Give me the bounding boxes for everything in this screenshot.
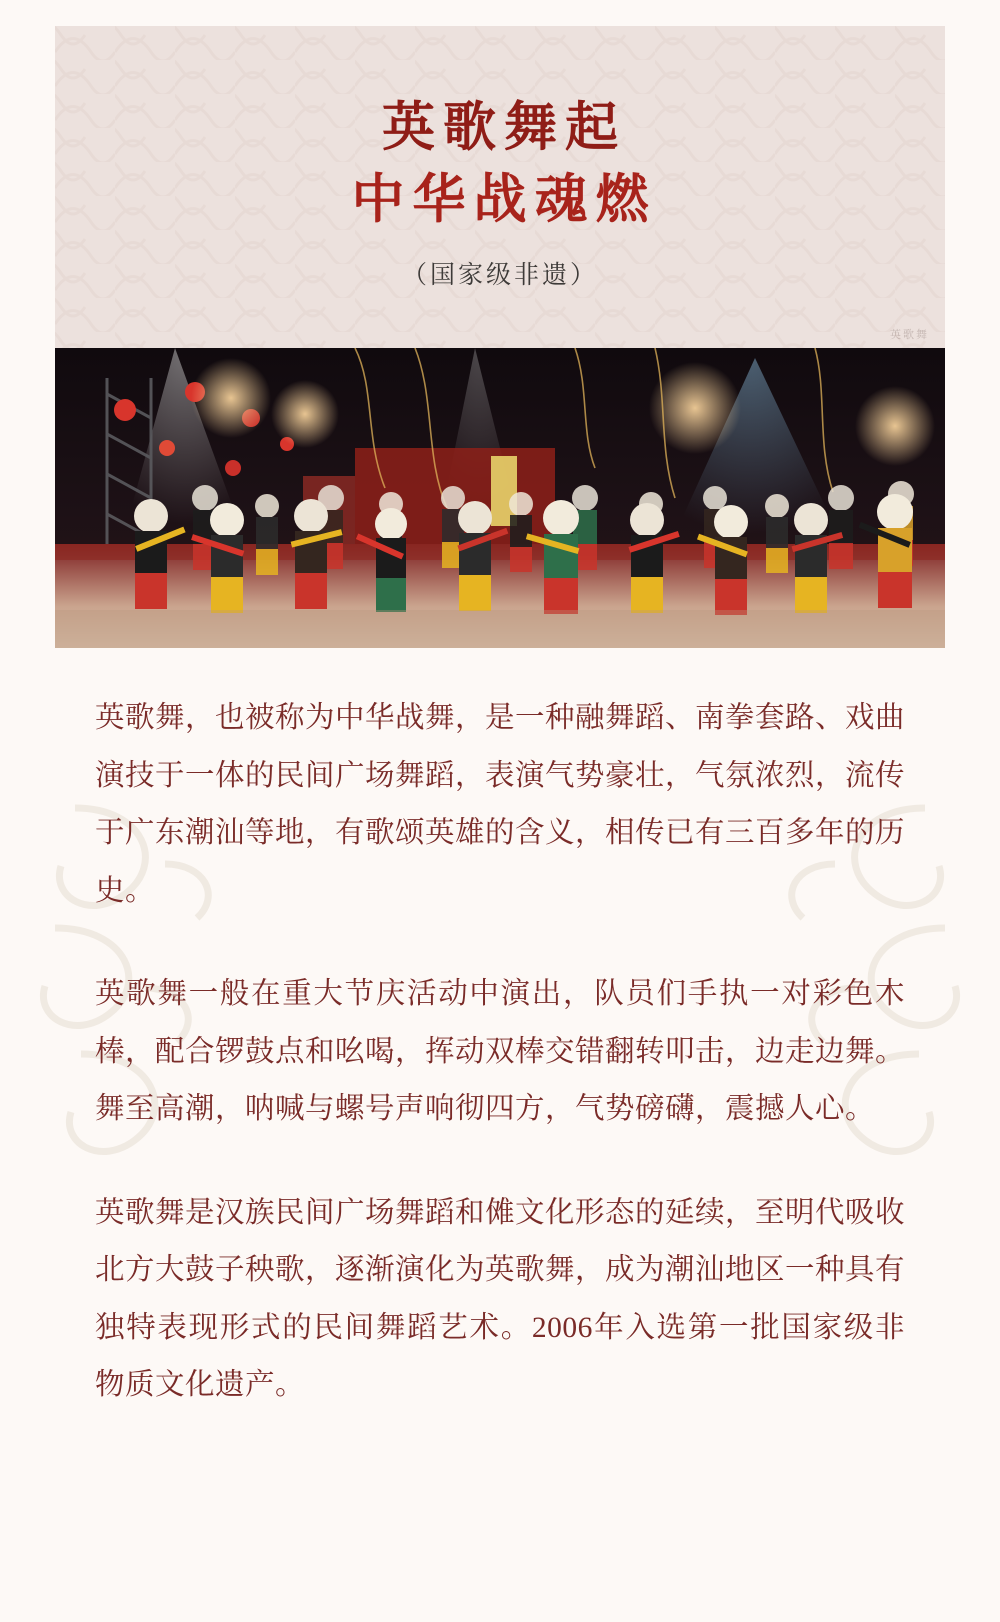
paragraph-1: 英歌舞，也被称为中华战舞，是一种融舞蹈、南拳套路、戏曲演技于一体的民间广场舞蹈，表演气势豪壮，气氛浓烈，流传于广东潮汕等地，有歌颂英雄的含义，相传已有三百多年的历史。: [95, 702, 906, 907]
paragraph-list: [55, 648, 945, 1415]
page-subtitle: （国家级非遗）: [401, 261, 598, 289]
article-body: [55, 648, 945, 1415]
paragraph-3: 英歌舞是汉族民间广场舞蹈和傩文化形态的延续，至明代吸收北方大鼓子秧歌，逐渐演化为英歌舞，成为潮汕地区一种具有独特表现形式的民间舞蹈艺术。2006年入选第一批国家级非物质文化遗产。: [95, 1196, 906, 1402]
banner-watermark: 英歌舞: [890, 329, 929, 341]
page-title-line-1: 英歌舞起: [382, 99, 626, 158]
title-banner: [55, 26, 945, 348]
performance-photo-illustration: [55, 348, 945, 648]
page-title-line-2: 中华战魂燃: [351, 171, 657, 229]
performance-photo: [55, 348, 945, 648]
title-group: [55, 26, 945, 348]
paragraph-2: 英歌舞一般在重大节庆活动中演出，队员们手执一对彩色木棒，配合锣鼓点和吆喝，挥动双棒交错翻转叩击，边走边舞。舞至高潮，呐喊与螺号声响彻四方，气势磅礴，震撼人心。: [95, 978, 906, 1126]
